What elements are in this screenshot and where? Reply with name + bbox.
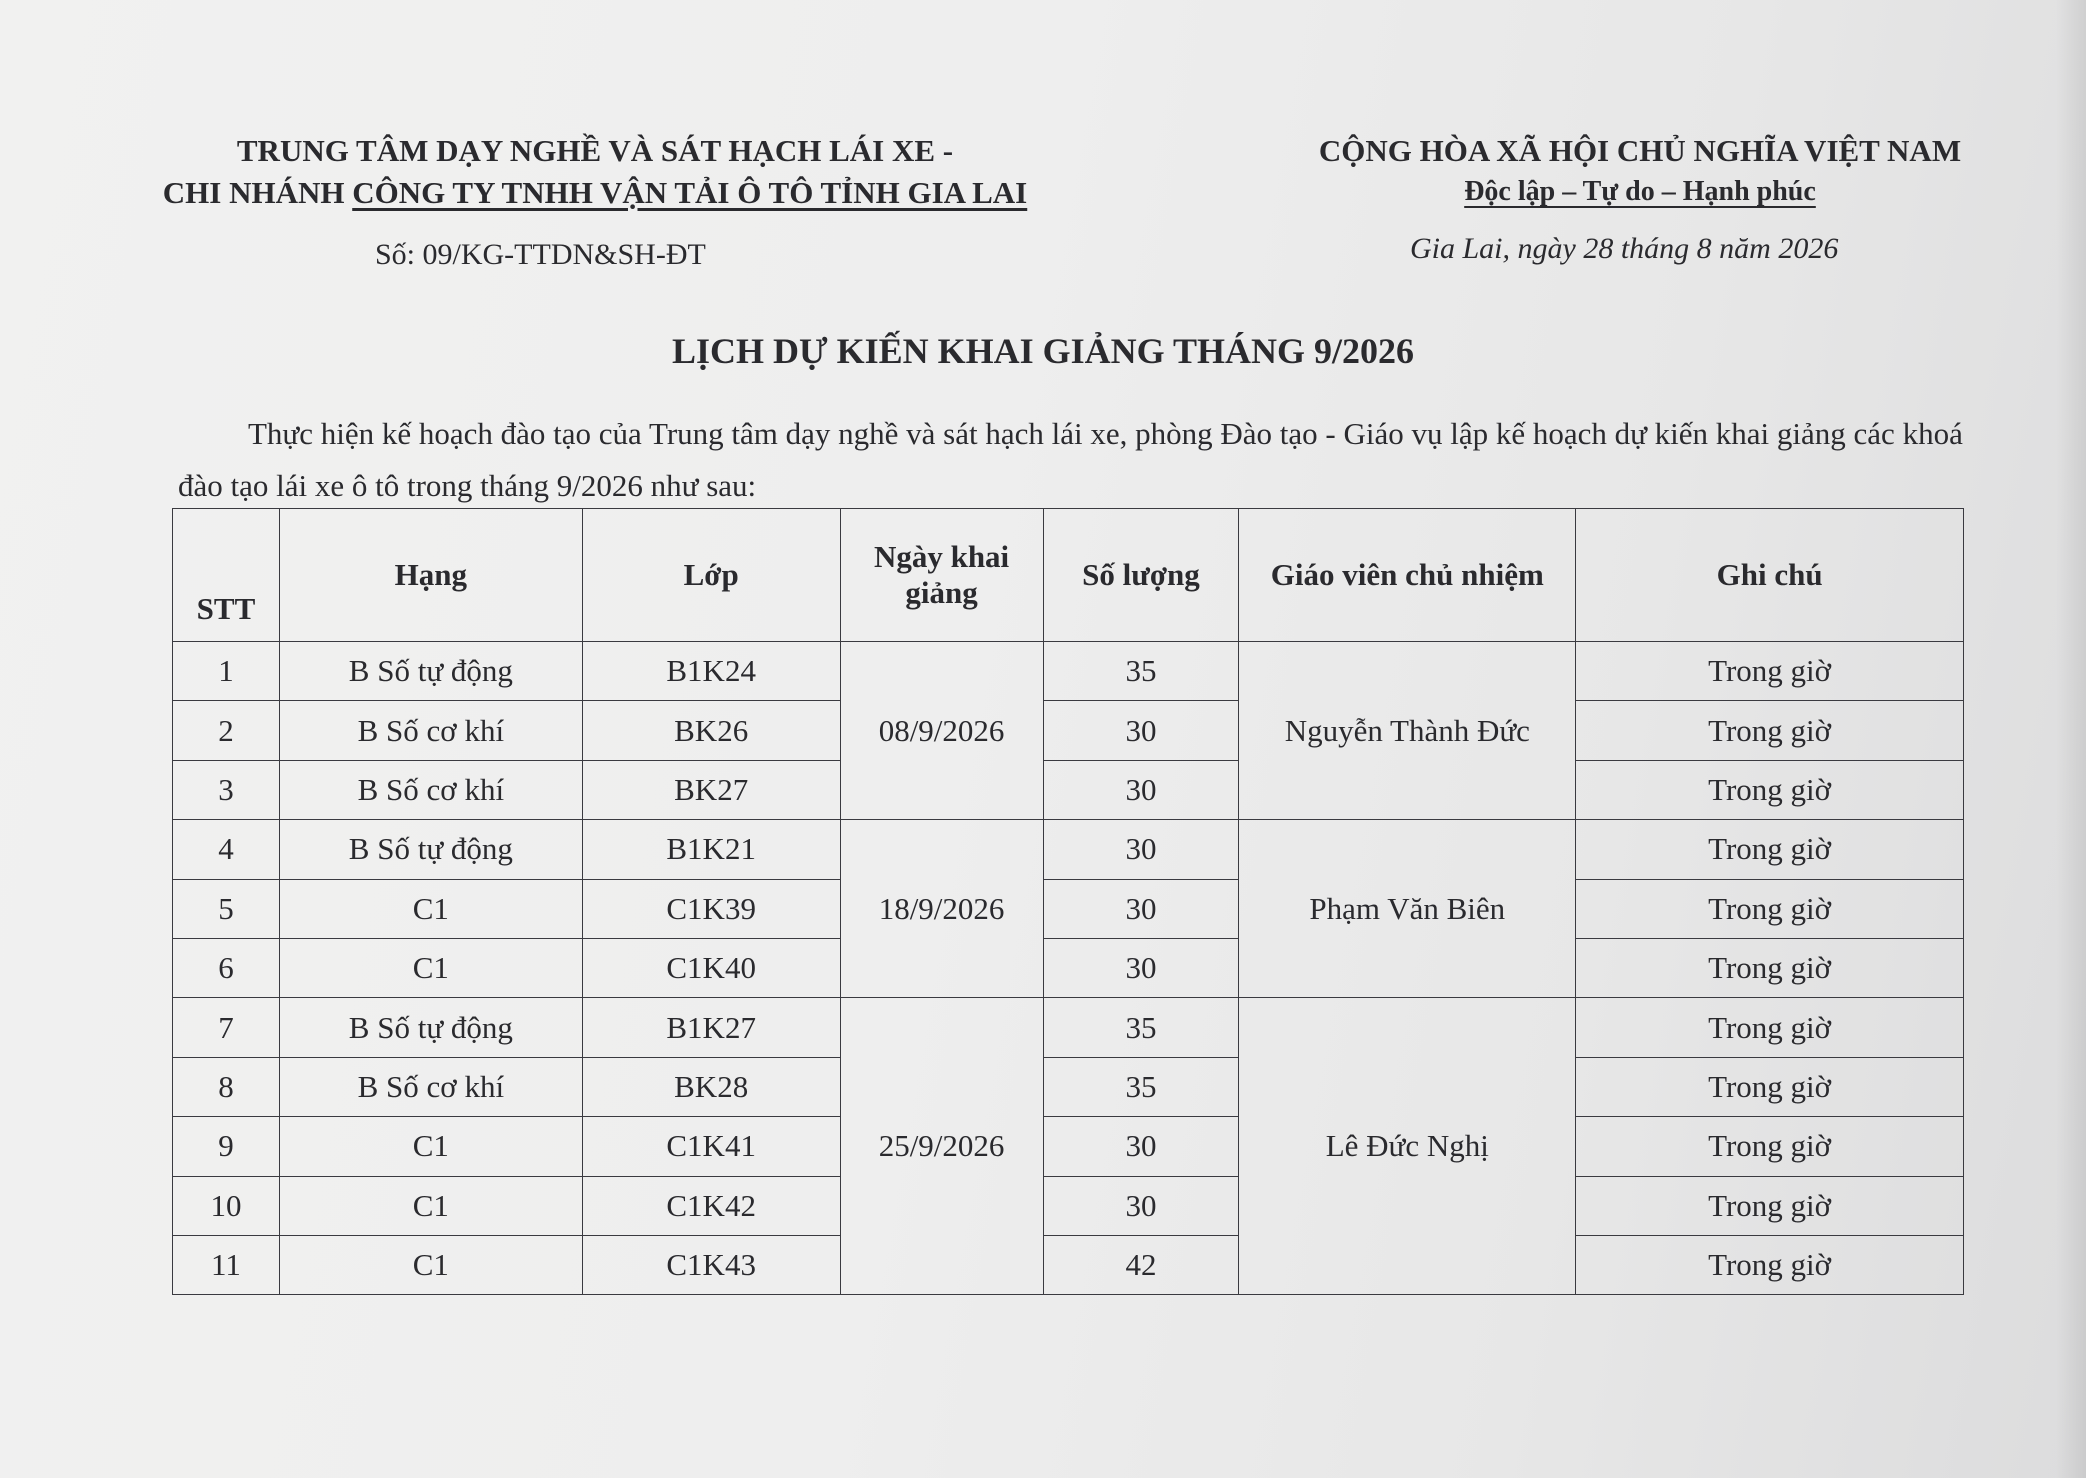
document-title: LỊCH DỰ KIẾN KHAI GIẢNG THÁNG 9/2026 — [671, 331, 1415, 371]
cell-stt: 3 — [173, 760, 280, 819]
org-line-1: TRUNG TÂM DẠY NGHỀ VÀ SÁT HẠCH LÁI XE - — [236, 133, 954, 168]
cell-hang: B Số tự động — [279, 998, 582, 1057]
table-row — [173, 1117, 1964, 1176]
cell-so-luong: 30 — [1043, 1176, 1239, 1235]
issuing-organization — [130, 130, 1060, 214]
col-header-lop: Lớp — [582, 509, 840, 642]
cell-giao-vien: Lê Đức Nghị — [1239, 998, 1576, 1295]
cell-so-luong: 30 — [1043, 879, 1239, 938]
cell-stt: 5 — [173, 879, 280, 938]
national-heading — [1290, 130, 1990, 212]
cell-stt: 4 — [173, 820, 280, 879]
cell-hang: B Số tự động — [279, 820, 582, 879]
org-line-2 — [130, 172, 1060, 214]
cell-so-luong: 42 — [1043, 1235, 1239, 1294]
document-number: Số: 09/KG-TTDN&SH-ĐT — [375, 238, 706, 271]
table-row — [173, 760, 1964, 819]
cell-so-luong: 35 — [1043, 1057, 1239, 1116]
cell-so-luong: 30 — [1043, 1117, 1239, 1176]
cell-stt: 8 — [173, 1057, 280, 1116]
cell-hang: C1 — [279, 1117, 582, 1176]
cell-so-luong: 35 — [1043, 642, 1239, 701]
org-line-2-company: CÔNG TY TNHH VẬN TẢI Ô TÔ TỈNH GIA LAI — [352, 175, 1028, 210]
cell-hang: B Số cơ khí — [279, 760, 582, 819]
cell-lop: C1K39 — [582, 879, 840, 938]
cell-lop: C1K40 — [582, 938, 840, 997]
country-name: CỘNG HÒA XÃ HỘI CHỦ NGHĨA VIỆT NAM — [1318, 133, 1962, 168]
table-row — [173, 879, 1964, 938]
cell-ghi-chu: Trong giờ — [1576, 998, 1964, 1057]
cell-lop: B1K21 — [582, 820, 840, 879]
org-line-2-prefix: CHI NHÁNH — [162, 175, 353, 210]
cell-ghi-chu: Trong giờ — [1576, 820, 1964, 879]
cell-hang: C1 — [279, 1176, 582, 1235]
cell-hang: B Số cơ khí — [279, 1057, 582, 1116]
national-motto: Độc lập – Tự do – Hạnh phúc — [1464, 176, 1816, 207]
cell-so-luong: 30 — [1043, 760, 1239, 819]
cell-ghi-chu: Trong giờ — [1576, 1117, 1964, 1176]
cell-ghi-chu: Trong giờ — [1576, 1235, 1964, 1294]
cell-so-luong: 35 — [1043, 998, 1239, 1057]
cell-ngay-khai-giang: 08/9/2026 — [840, 642, 1043, 820]
cell-hang: C1 — [279, 879, 582, 938]
cell-ghi-chu: Trong giờ — [1576, 938, 1964, 997]
cell-stt: 9 — [173, 1117, 280, 1176]
cell-so-luong: 30 — [1043, 938, 1239, 997]
col-header-ngay-khai-giang: Ngày khai giảng — [840, 509, 1043, 642]
cell-giao-vien: Phạm Văn Biên — [1239, 820, 1576, 998]
cell-ghi-chu: Trong giờ — [1576, 1057, 1964, 1116]
cell-lop: BK28 — [582, 1057, 840, 1116]
cell-ghi-chu: Trong giờ — [1576, 701, 1964, 760]
col-header-stt: STT — [173, 509, 280, 642]
table-row — [173, 1176, 1964, 1235]
cell-hang: B Số tự động — [279, 642, 582, 701]
table-row — [173, 1235, 1964, 1294]
cell-ghi-chu: Trong giờ — [1576, 879, 1964, 938]
cell-stt: 6 — [173, 938, 280, 997]
cell-so-luong: 30 — [1043, 701, 1239, 760]
cell-lop: B1K24 — [582, 642, 840, 701]
cell-ghi-chu: Trong giờ — [1576, 1176, 1964, 1235]
table-row — [173, 938, 1964, 997]
table-row — [173, 820, 1964, 879]
cell-hang: B Số cơ khí — [279, 701, 582, 760]
table-row — [173, 998, 1964, 1057]
cell-stt: 11 — [173, 1235, 280, 1294]
table-row — [173, 701, 1964, 760]
cell-lop: BK26 — [582, 701, 840, 760]
cell-ngay-khai-giang: 25/9/2026 — [840, 998, 1043, 1295]
cell-lop: BK27 — [582, 760, 840, 819]
cell-stt: 7 — [173, 998, 280, 1057]
cell-lop: C1K41 — [582, 1117, 840, 1176]
page-shadow-edge — [2056, 0, 2086, 1478]
table-header-row — [173, 509, 1964, 642]
cell-ghi-chu: Trong giờ — [1576, 642, 1964, 701]
cell-ghi-chu: Trong giờ — [1576, 760, 1964, 819]
col-header-ghi-chu: Ghi chú — [1576, 509, 1964, 642]
cell-hang: C1 — [279, 938, 582, 997]
col-header-hang: Hạng — [279, 509, 582, 642]
cell-ngay-khai-giang: 18/9/2026 — [840, 820, 1043, 998]
table-row — [173, 1057, 1964, 1116]
cell-stt: 10 — [173, 1176, 280, 1235]
table-row — [173, 642, 1964, 701]
cell-lop: C1K43 — [582, 1235, 840, 1294]
cell-hang: C1 — [279, 1235, 582, 1294]
col-header-so-luong: Số lượng — [1043, 509, 1239, 642]
schedule-table — [172, 508, 1964, 1295]
place-and-date: Gia Lai, ngày 28 tháng 8 năm 2026 — [1410, 232, 1839, 265]
col-header-giao-vien: Giáo viên chủ nhiệm — [1239, 509, 1576, 642]
cell-lop: B1K27 — [582, 998, 840, 1057]
cell-giao-vien: Nguyễn Thành Đức — [1239, 642, 1576, 820]
cell-so-luong: 30 — [1043, 820, 1239, 879]
intro-paragraph — [178, 408, 1978, 512]
cell-lop: C1K42 — [582, 1176, 840, 1235]
cell-stt: 2 — [173, 701, 280, 760]
cell-stt: 1 — [173, 642, 280, 701]
intro-text: Thực hiện kế hoạch đào tạo của Trung tâm dạy nghề và sát hạch lái xe, phòng Đào tạo - Giáo vụ lập kế hoạch dự kiến khai giảng các khoá đào tạo lái xe ô tô trong tháng 9/2026 như sau: — [178, 416, 1963, 503]
